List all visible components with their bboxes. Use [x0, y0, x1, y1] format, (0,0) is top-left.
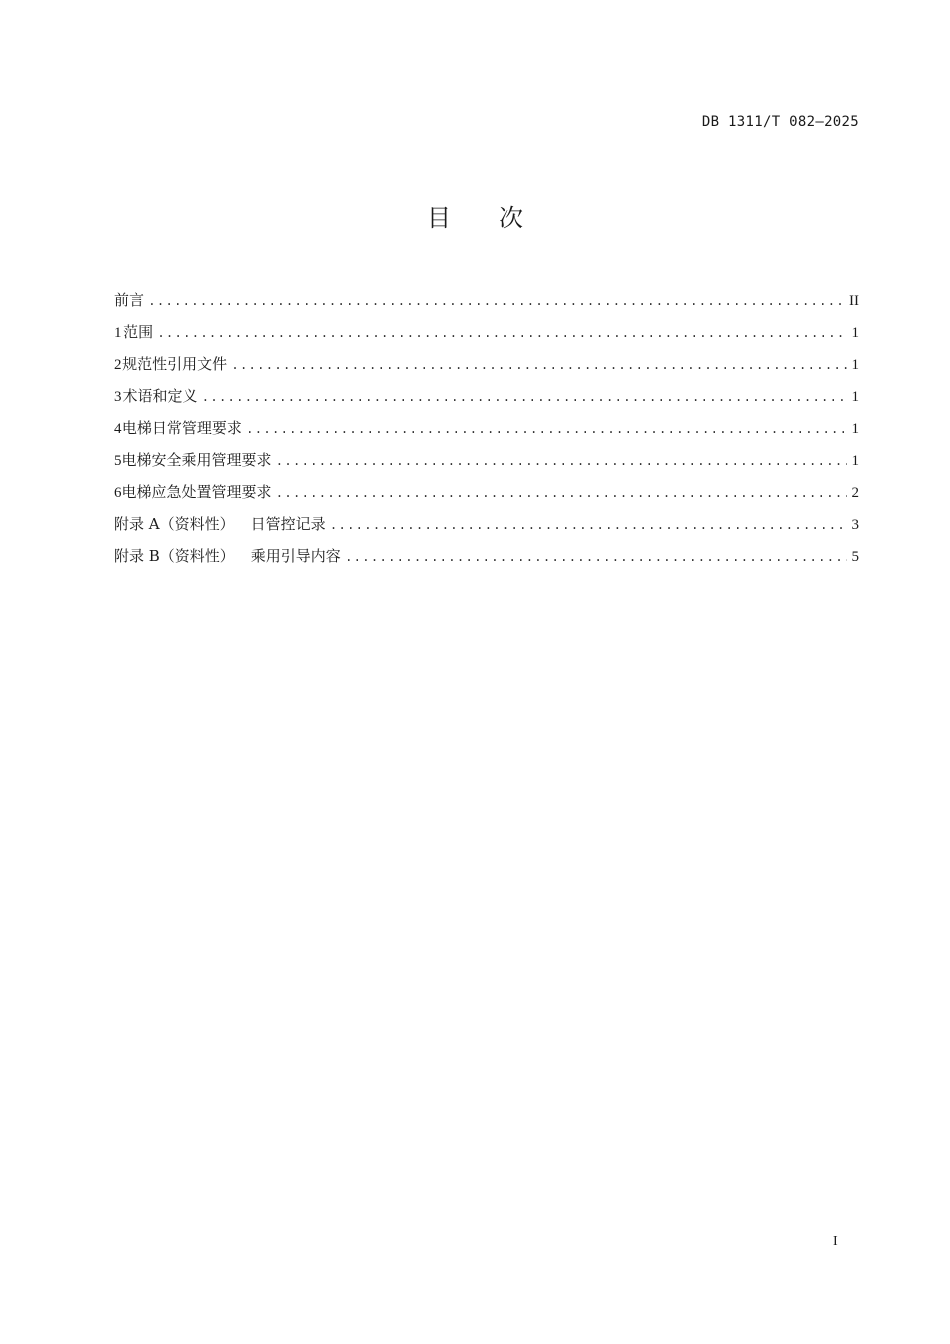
document-code: DB 1311/T 082—2025	[701, 114, 859, 130]
toc-page-number: 1	[851, 389, 859, 405]
dot-leader	[330, 512, 847, 540]
toc-entry-title: 电梯日常管理要求	[121, 419, 242, 437]
dot-leader	[202, 384, 848, 412]
toc-page-number: 3	[851, 517, 859, 533]
toc-section-number: 1	[114, 325, 122, 341]
dot-leader	[157, 320, 847, 348]
toc-page-number: II	[849, 293, 859, 309]
toc-entry-title: 规范性引用文件	[122, 355, 228, 373]
toc-entry-emergency-handling[interactable]	[114, 478, 859, 510]
toc-entry-title: 术语和定义	[122, 387, 198, 405]
toc-page-number: 1	[851, 453, 859, 469]
table-of-contents	[114, 286, 859, 574]
dot-leader	[231, 352, 847, 380]
toc-entry-appendix-a[interactable]	[114, 510, 859, 542]
page-title	[0, 200, 950, 236]
toc-entry-scope[interactable]	[114, 318, 859, 350]
toc-entry-foreword[interactable]	[114, 286, 859, 318]
title-char-2: 次	[499, 204, 523, 232]
dot-leader	[345, 544, 847, 572]
toc-page-number: 1	[851, 421, 859, 437]
toc-entry-daily-management[interactable]	[114, 414, 859, 446]
dot-leader	[276, 480, 847, 508]
toc-entry-title: 范围	[123, 323, 154, 341]
toc-entry-appendix-b[interactable]	[114, 542, 859, 574]
toc-entry-normative-references[interactable]	[114, 350, 859, 382]
toc-entry-title: 前言	[114, 291, 145, 309]
page-number: I	[833, 1234, 838, 1249]
toc-entry-title: 附录 B（资料性）	[114, 547, 235, 565]
toc-entry-title: 电梯应急处置管理要求	[121, 483, 272, 501]
toc-section-number: 2	[114, 357, 122, 373]
toc-entry-title: 电梯安全乘用管理要求	[121, 451, 272, 469]
toc-section-number: 3	[114, 389, 122, 405]
dot-leader	[276, 448, 847, 476]
toc-page-number: 2	[851, 485, 859, 501]
toc-entry-terms-definitions[interactable]	[114, 382, 859, 414]
toc-entry-safe-riding[interactable]	[114, 446, 859, 478]
toc-entry-subtitle: 乘用引导内容	[250, 547, 341, 565]
toc-page-number: 1	[851, 357, 859, 373]
toc-page-number: 5	[851, 549, 859, 565]
dot-leader	[246, 416, 847, 444]
toc-page-number: 1	[851, 325, 859, 341]
toc-section-number: 4	[114, 421, 122, 437]
dot-leader	[148, 288, 845, 316]
title-char-1: 目	[427, 204, 451, 232]
toc-section-number: 5	[114, 453, 122, 469]
toc-entry-title: 附录 A（资料性）	[114, 515, 235, 533]
toc-section-number: 6	[114, 485, 122, 501]
toc-entry-subtitle: 日管控记录	[250, 515, 326, 533]
